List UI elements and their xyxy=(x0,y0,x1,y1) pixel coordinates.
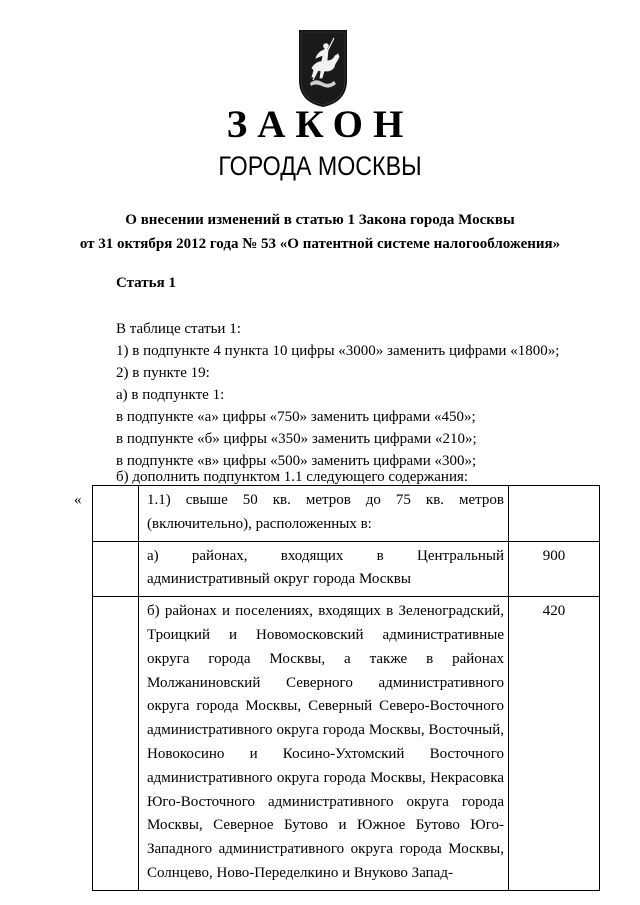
paragraph: 2) в пункте 19: xyxy=(116,365,210,381)
law-title: ЗАКОН xyxy=(226,103,414,146)
table-cell-value: 420 xyxy=(509,597,600,891)
document-heading-line-2: от 31 октября 2012 года № 53 «О патентной системе налогообложения» xyxy=(79,236,561,252)
paragraph: 1) в подпункте 4 пункта 10 цифры «3000» заменить цифрами «1800»; xyxy=(116,343,560,359)
table-row xyxy=(93,597,600,891)
table-cell-num xyxy=(93,541,139,597)
paragraph: в подпункте «в» цифры «500» заменить цифрами «300»; xyxy=(116,453,477,469)
table-cell-num xyxy=(93,597,139,891)
table-cell-text: а) районах, входящих в Центральный административный округ города Москвы xyxy=(139,541,509,597)
table-row xyxy=(93,541,600,597)
paragraph: б) дополнить подпунктом 1.1 следующего содержания: xyxy=(116,469,469,485)
table-cell-text: 1.1) свыше 50 кв. метров до 75 кв. метров (включительно), расположенных в: xyxy=(139,486,509,542)
article-title: Статья 1 xyxy=(116,275,176,291)
tax-rate-table xyxy=(92,485,600,891)
city-title: ГОРОДА МОСКВЫ xyxy=(218,151,422,181)
paragraph: а) в подпункте 1: xyxy=(116,387,225,403)
table-cell-value: 900 xyxy=(509,541,600,597)
paragraph: В таблице статьи 1: xyxy=(116,321,241,337)
table-cell-num xyxy=(93,486,139,542)
table-cell-text: б) районах и поселениях, входящих в Зеленоградский, Троицкий и Новомосковский административные округа города Москвы, а также в районах Молжаниновский Северного административного округа города Москвы, Северный Северо-Восточного административного округа города Москвы, Восточный, Новокосино и Косино-Ухтомский Восточного административного округа города Москвы, Некрасовка Юго-Восточного административного округа города Москвы, Северное Бутово и Южное Бутово Юго-Западного административного округа города Москвы, Солнцево, Ново-Переделкино и Внуково Запад- xyxy=(139,597,509,891)
paragraph: в подпункте «а» цифры «750» заменить цифрами «450»; xyxy=(116,409,476,425)
moscow-coat-of-arms-icon xyxy=(298,28,348,108)
table-cell-value xyxy=(509,486,600,542)
paragraph: в подпункте «б» цифры «350» заменить цифрами «210»; xyxy=(116,431,477,447)
document-heading-line-1: О внесении изменений в статью 1 Закона города Москвы xyxy=(125,212,515,228)
open-quote: « xyxy=(74,492,82,508)
table-row xyxy=(93,486,600,542)
